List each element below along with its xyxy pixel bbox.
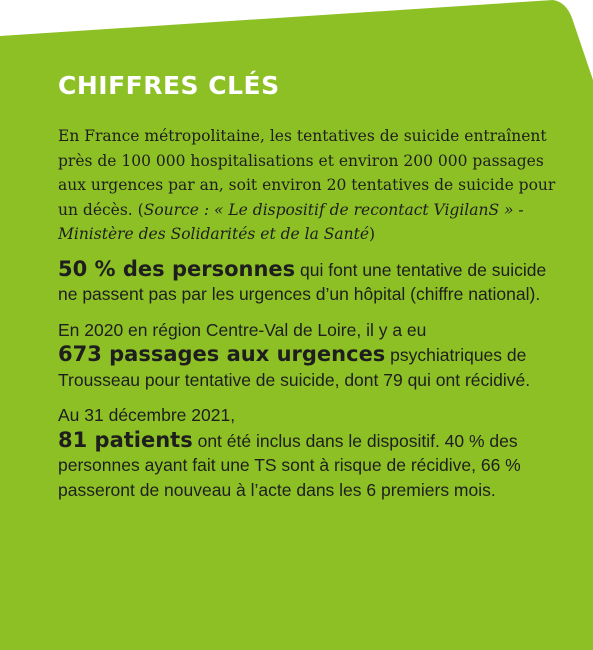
stat-region-passages xyxy=(58,318,568,393)
source-citation: Source : « Le dispositif de recontact VigilanS » - Ministère des Solidarités et de la Santé xyxy=(58,200,524,243)
stat-text-673: psychiatriques de Trousseau pour tentative de suicide, dont 79 qui ont récidivé. xyxy=(58,345,531,390)
intro-close: ) xyxy=(369,225,376,243)
stat-urgences-national xyxy=(58,257,568,307)
stat-lead-2020: En 2020 en région Centre-Val de Loire, il y a eu xyxy=(58,319,427,340)
intro-paragraph xyxy=(58,124,568,247)
stat-highlight-81: 81 patients xyxy=(58,427,193,452)
intro-text: En France métropolitaine, les tentatives de suicide entraînent près de 100 000 hospitalisations et environ 200 000 passages aux urgences par an, soit environ 20 tentatives de suicide pour un décès. ( xyxy=(58,127,556,219)
stat-patients-included xyxy=(58,403,568,502)
panel-content xyxy=(58,70,568,502)
stat-text-81: ont été inclus dans le dispositif. 40 % des personnes ayant fait une TS sont à risque de récidive, 66 % passeront de nouveau à l’acte dans les 6 premiers mois. xyxy=(58,430,521,500)
stat-highlight-50: 50 % des personnes xyxy=(58,256,296,281)
stat-highlight-673: 673 passages aux urgences xyxy=(58,342,386,366)
stat-lead-2021: Au 31 décembre 2021, xyxy=(58,405,236,425)
stat-text-50: qui font une tentative de suicide ne passent pas par les urgences d’un hôpital (chiffre national). xyxy=(58,259,547,304)
panel-title: CHIFFRES CLÉS xyxy=(58,71,280,100)
